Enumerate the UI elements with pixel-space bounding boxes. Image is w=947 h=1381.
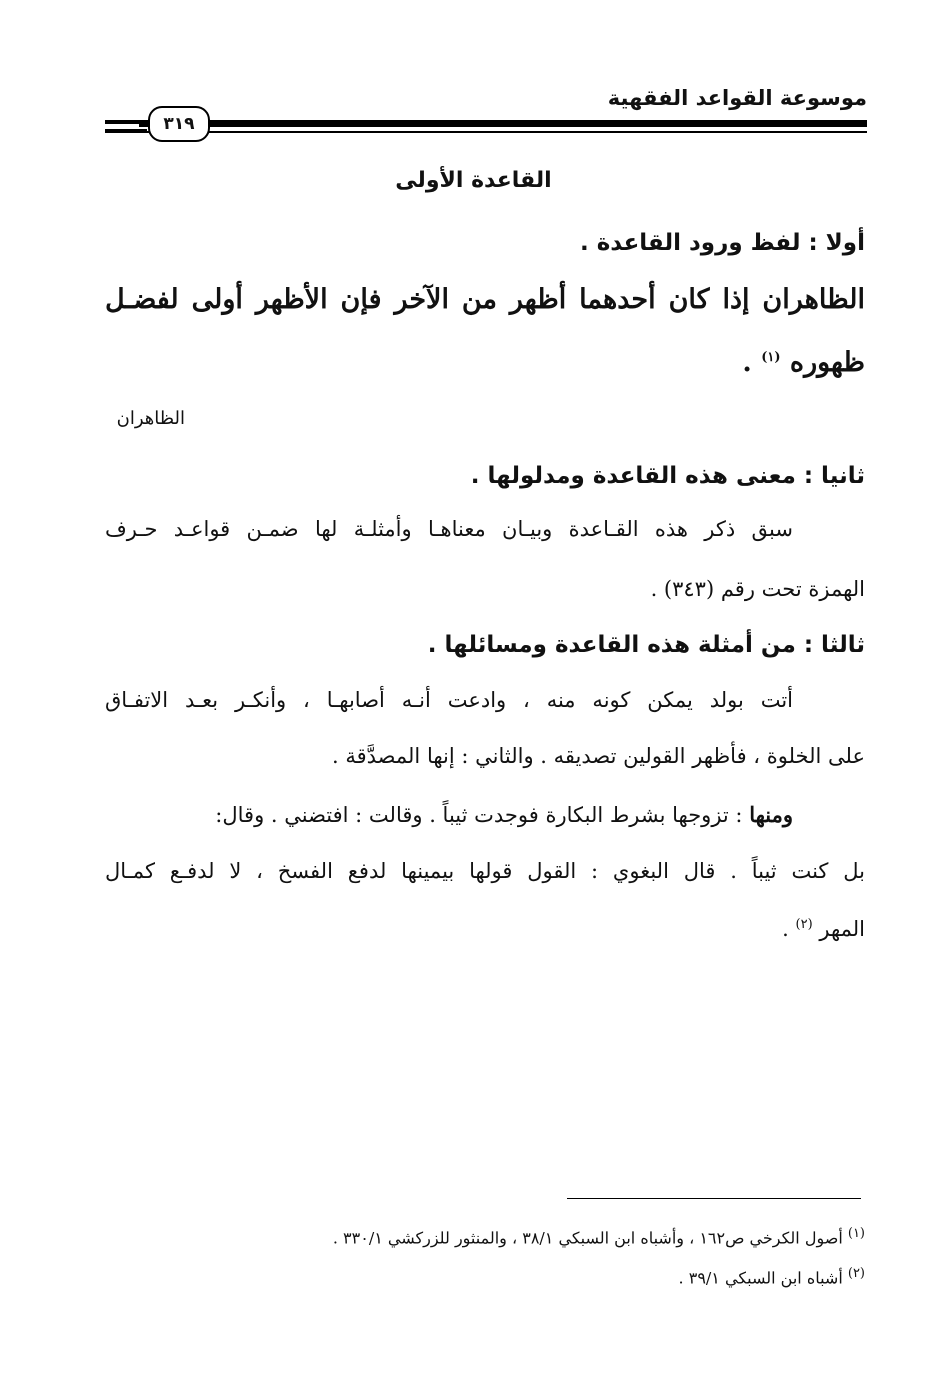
- footnote-1: [333, 1226, 865, 1247]
- section3-line4: بل كنت ثيباً . قال البغوي : القول قولها بيمينها لدفع الفسخ ، لا لدفـع كمـال: [105, 859, 865, 883]
- footnote-1-ref: (١): [847, 1226, 865, 1241]
- section1-line1: الظاهران إذا كان أحدهما أظهر من الآخر فإن الأظهر أولى لفضـل: [105, 284, 865, 315]
- section2-heading: ثانيا : معنى هذه القاعدة ومدلولها .: [470, 463, 865, 489]
- section3-line2: على الخلوة ، فأظهر القولين تصديقه . والثاني : إنها المصدَّقة .: [332, 744, 865, 768]
- header-rule-thin: [139, 131, 867, 133]
- footnote-ref-2[interactable]: (٢): [795, 917, 813, 932]
- section1-line2-end: .: [742, 347, 752, 378]
- section1-line2: [105, 347, 865, 378]
- header-rule-thick: [139, 120, 867, 127]
- footnote-2-ref: (٢): [847, 1266, 865, 1281]
- side-word: الظاهران: [116, 408, 185, 429]
- section3-line5: [105, 917, 865, 941]
- section1-line2-text: ظهوره: [789, 347, 865, 378]
- section3-line5-text: المهر: [819, 917, 865, 941]
- section3-line1: أتت بولد يمكن كونه منه ، وادعت أنـه أصابهـا ، وأنكـر بعـد الاتفـاق: [105, 688, 793, 712]
- footnote-2: [679, 1266, 865, 1287]
- section3-line3: [105, 802, 865, 827]
- section3-line5-end: .: [782, 917, 789, 941]
- page-number: ٣١٩: [148, 106, 210, 142]
- header-rule-left-bottom: [105, 129, 147, 133]
- section2-line2: الهمزة تحت رقم (٣٤٣) .: [650, 577, 865, 601]
- rule-title: القاعدة الأولى: [395, 168, 552, 193]
- footnote-1-text: أصول الكرخي ص١٦٢ ، وأشباه ابن السبكي ٣٨/١ ، والمنثور للزركشي ٣٣٠/١ .: [332, 1228, 843, 1248]
- section1-heading: أولا : لفظ ورود القاعدة .: [579, 230, 865, 256]
- section3-line3-rest: : تزوجها بشرط البكارة فوجدت ثيباً . وقالت : افتضني . وقال:: [215, 803, 750, 827]
- header-rule-left-top: [105, 120, 147, 124]
- footnote-ref-1[interactable]: (١): [761, 350, 781, 365]
- footnote-separator: [567, 1198, 861, 1199]
- footnote-2-text: أشباه ابن السبكي ٣٩/١ .: [678, 1268, 843, 1288]
- section3-heading: ثالثا : من أمثلة هذه القاعدة ومسائلها .: [427, 632, 865, 658]
- running-title: موسوعة القواعد الفقهية: [607, 86, 867, 110]
- section2-line1: سبق ذكر هذه القـاعدة وبيـان معناهـا وأمثلـة لها ضمـن قواعـد حـرف: [105, 517, 793, 541]
- section3-line3-lead: ومنها: [749, 802, 793, 827]
